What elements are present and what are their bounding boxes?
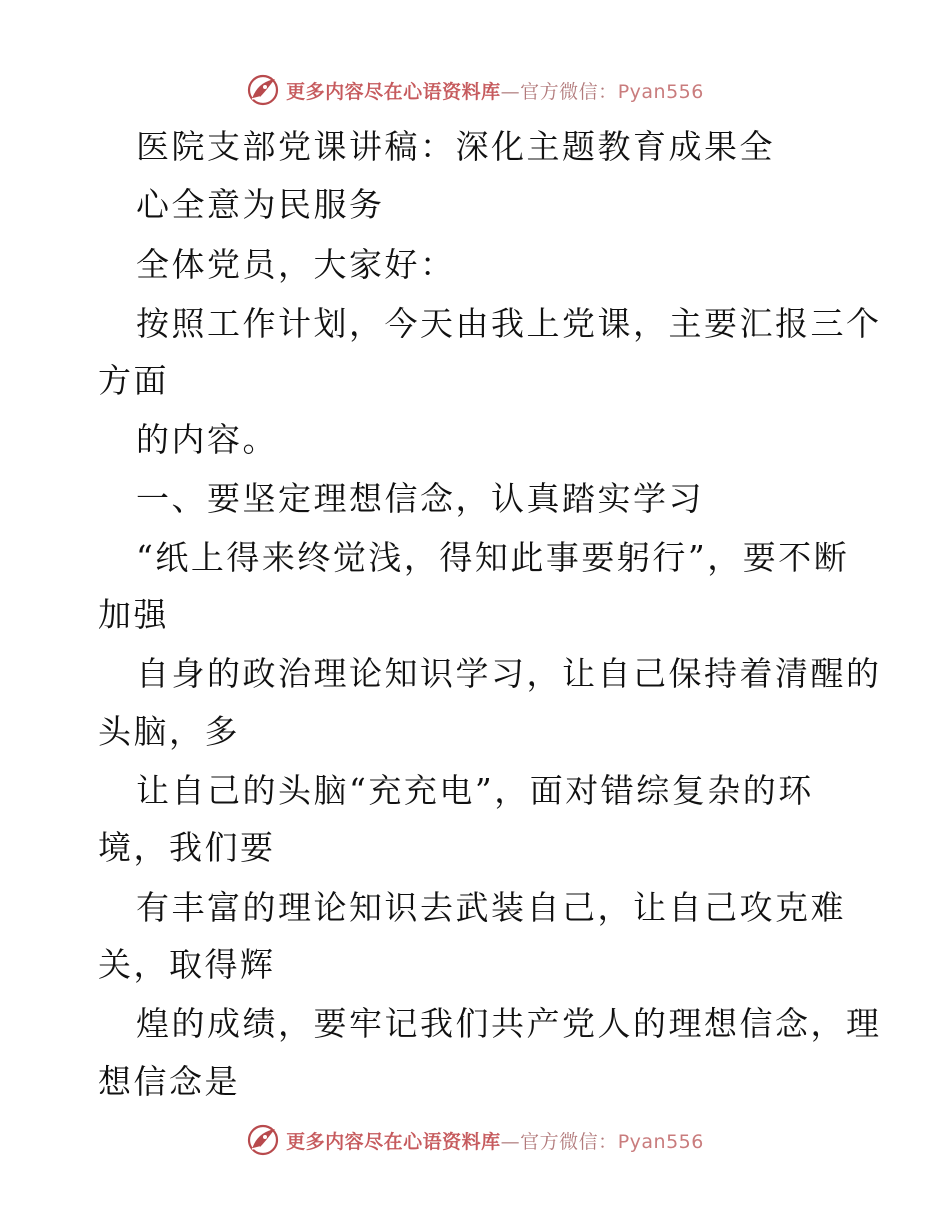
watermark-separator: — xyxy=(500,1130,521,1153)
paragraph-line: 自身的政治理论知识学习，让自己保持着清醒的 xyxy=(136,654,882,693)
paragraph-line: 煌的成绩，要牢记我们共产党人的理想信念，理 xyxy=(136,1004,882,1043)
footer-watermark-group xyxy=(246,1123,704,1157)
header-watermark-banner xyxy=(0,70,950,110)
watermark-wechat-label: 官方微信： xyxy=(520,1130,618,1153)
paragraph-line: 境，我们要 xyxy=(98,828,276,867)
watermark-wechat-id: Pyan556 xyxy=(617,1130,704,1153)
document-title-line-1: 医院支部党课讲稿：深化主题教育成果全 xyxy=(136,127,775,166)
paragraph-line: 想信念是 xyxy=(98,1062,240,1101)
watermark-text xyxy=(286,77,704,104)
paragraph-line: 方面 xyxy=(98,361,169,400)
watermark-wechat-id: Pyan556 xyxy=(617,80,704,103)
section-heading-line: 一、要坚定理想信念，认真踏实学习 xyxy=(136,479,704,518)
paragraph-line: 让自己的头脑“充充电”，面对错综复杂的环 xyxy=(136,771,814,810)
footer-watermark-banner xyxy=(0,1120,950,1160)
watermark-text xyxy=(286,1127,704,1154)
watermark-wechat-label: 官方微信： xyxy=(520,80,618,103)
watermark-separator: — xyxy=(500,80,521,103)
paragraph-line: “纸上得来终觉浅，得知此事要躬行”，要不断 xyxy=(136,538,850,577)
salutation-line: 全体党员，大家好： xyxy=(136,245,456,284)
paragraph-line: 按照工作计划，今天由我上党课，主要汇报三个 xyxy=(136,304,882,343)
watermark-site-name: 更多内容尽在心语资料库 xyxy=(286,80,501,103)
paragraph-line: 头脑，多 xyxy=(98,712,240,751)
watermark-site-name: 更多内容尽在心语资料库 xyxy=(286,1130,501,1153)
pen-nib-logo-icon xyxy=(246,1123,280,1157)
paragraph-line: 加强 xyxy=(98,595,169,634)
document-title-line-2: 心全意为民服务 xyxy=(136,185,385,224)
paragraph-line: 有丰富的理论知识去武装自己，让自己攻克难 xyxy=(136,888,846,927)
paragraph-line: 关，取得辉 xyxy=(98,945,276,984)
header-watermark-group xyxy=(246,73,704,107)
paragraph-line: 的内容。 xyxy=(136,420,278,459)
pen-nib-logo-icon xyxy=(246,73,280,107)
